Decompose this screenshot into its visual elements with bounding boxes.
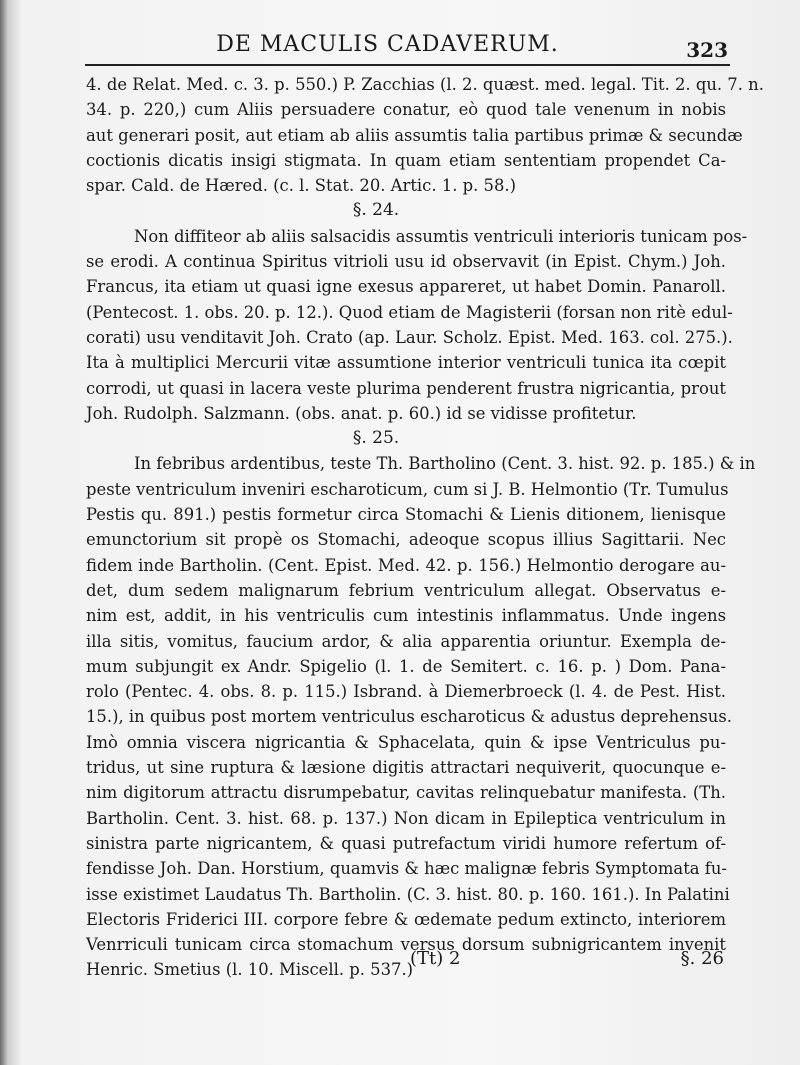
text-line: (Pentecost. 1. obs. 20. p. 12.). Quod etiam de Magisterii (forsan non ritè edul- (86, 302, 733, 322)
text-line: aut generari posit, aut etiam ab aliis assumtis talia partibus primæ & secundæ (86, 125, 743, 145)
text-line: rolo (Pentec. 4. obs. 8. p. 115.) Isbrand. à Diemerbroeck (l. 4. de Pest. Hist. (86, 682, 726, 702)
text-line: Pestis qu. 891.) pestis formetur circa Stomachi & Lienis ditionem, lienisque (86, 505, 726, 525)
text-line: isse existimet Laudatus Th. Bartholin. (C. 3. hist. 80. p. 160. 161.). In Palatini (86, 884, 730, 904)
text-line: 4. de Relat. Med. c. 3. p. 550.) P. Zacchias (l. 2. quæst. med. legal. Tit. 2. qu. 7. n. (86, 75, 764, 94)
page-number: 323 (686, 38, 728, 62)
text-line: corrodi, ut quasi in lacera veste plurima penderent frustra nigricantia, prout (86, 378, 726, 398)
paragraph-s24 (86, 198, 748, 426)
section-heading: §. 24. (352, 200, 400, 221)
text-line: 34. p. 220,) cum Aliis persuadere conatur, eò quod tale venenum in nobis (86, 100, 726, 120)
section-heading: §. 25. (352, 428, 400, 449)
text-line: Bartholin. Cent. 3. hist. 68. p. 137.) Non dicam in Epileptica ventriculum in (86, 808, 726, 828)
text-line: Imò omnia viscera nigricantia & Sphacelata, quin & ipse Ventriculus pu- (86, 732, 726, 752)
text-line: Henric. Smetius (l. 10. Miscell. p. 537.) (86, 960, 414, 980)
text-line: fendisse Joh. Dan. Horstium, quamvis & hæc malignæ febris Symptomata fu- (86, 859, 727, 879)
text-line: sinistra parte nigricantem, & quasi putrefactum viridi humore refertum of- (86, 833, 726, 853)
paragraph-s25 (86, 426, 756, 983)
text-line: 15.), in quibus post mortem ventriculus escharoticus & adustus deprehensus. (86, 707, 732, 727)
text-line: nim est, addit, in his ventriculis cum intestinis inflammatus. Unde ingens (86, 606, 726, 626)
text-line: Joh. Rudolph. Salzmann. (obs. anat. p. 60.) id se vidisse profitetur. (86, 403, 637, 423)
text-line: se erodi. A continua Spiritus vitrioli usu id observavit (in Epist. Chym.) Joh. (86, 252, 726, 272)
text-line: Non diffiteor ab aliis salsacidis assumtis ventriculi interioris tunicam pos- (134, 226, 748, 246)
text-line: fidem inde Bartholin. (Cent. Epist. Med. 42. p. 156.) Helmontio derogare au- (86, 555, 726, 575)
page-footer (86, 948, 726, 978)
text-line: spar. Cald. de Hæred. (c. l. Stat. 20. Artic. 1. p. 58.) (86, 176, 516, 196)
catchword: §. 26 (680, 948, 724, 969)
text-line: Francus, ita etiam ut quasi igne exesus appareret, ut habet Domin. Panaroll. (86, 277, 726, 297)
text-line: nim digitorum attractu disrumpebatur, cavitas relinquebatur manifesta. (Th. (86, 783, 726, 803)
text-line: corati) usu venditavit Joh. Crato (ap. Laur. Scholz. Epist. Med. 163. col. 275.). (86, 327, 733, 347)
text-line: mum subjungit ex Andr. Spigelio (l. 1. de Semitert. c. 16. p. ) Dom. Pana- (86, 656, 726, 676)
text-line: coctionis dicatis insigi stigmata. In quam etiam sententiam propendet Ca- (86, 150, 726, 170)
paragraph-intro (86, 72, 764, 198)
page-header (85, 30, 730, 66)
text-line: det, dum sedem malignarum febrium ventriculum allegat. Observatus e- (86, 580, 726, 600)
text-line: Ita à multiplici Mercurii vitæ assumtione interior ventriculi tunica ita cœpit (86, 353, 726, 373)
text-line: peste ventriculum inveniri escharoticum, cum si J. B. Helmontio (Tr. Tumulus (86, 479, 729, 499)
text-line: illa sitis, vomitus, faucium ardor, & alia apparentia oriuntur. Exempla de- (86, 631, 726, 651)
running-title: DE MACULIS CADAVERUM. (216, 32, 559, 57)
text-line: Venrriculi tunicam circa stomachum versus dorsum subnigricantem invenit (86, 935, 726, 955)
text-line: Electoris Friderici III. corpore febre & œdemate pedum extincto, interiorem (86, 909, 726, 929)
signature-mark: (Tt) 2 (410, 948, 461, 969)
text-line: tridus, ut sine ruptura & læsione digitis attractari nequiverit, quocunque e- (86, 758, 726, 778)
body-text (86, 72, 764, 983)
text-line: emunctorium sit propè os Stomachi, adeoque scopus illius Sagittarii. Nec (86, 530, 726, 550)
text-line: In febribus ardentibus, teste Th. Bartholino (Cent. 3. hist. 92. p. 185.) & in (134, 454, 756, 474)
